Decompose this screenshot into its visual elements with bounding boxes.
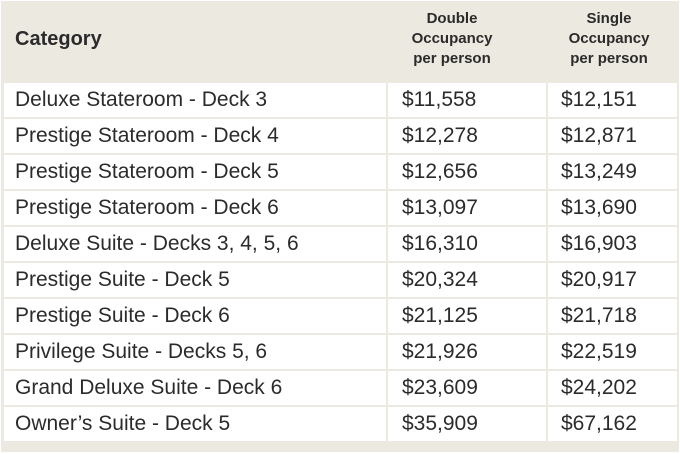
- table-row: [1, 335, 679, 369]
- table-row: [1, 263, 679, 297]
- row-double-price: $20,324: [388, 263, 546, 297]
- table-header-row: [1, 1, 679, 77]
- row-double-price: $23,609: [388, 371, 546, 405]
- row-double-price: $35,909: [388, 407, 546, 441]
- row-category: Prestige Stateroom - Deck 4: [4, 119, 386, 153]
- table-row: [1, 371, 679, 405]
- row-category: Deluxe Suite - Decks 3, 4, 5, 6: [4, 227, 386, 261]
- row-single-price: $12,151: [548, 83, 677, 117]
- table-row: [1, 155, 679, 189]
- table-row: [1, 407, 679, 441]
- row-category: Prestige Stateroom - Deck 5: [4, 155, 386, 189]
- row-double-price: $16,310: [388, 227, 546, 261]
- row-category: Prestige Suite - Deck 6: [4, 299, 386, 333]
- row-double-price: $21,125: [388, 299, 546, 333]
- row-category: Owner’s Suite - Deck 5: [4, 407, 386, 441]
- row-double-price: $21,926: [388, 335, 546, 369]
- row-single-price: $21,718: [548, 299, 677, 333]
- row-double-price: $12,656: [388, 155, 546, 189]
- row-single-price: $20,917: [548, 263, 677, 297]
- header-category: Category: [15, 27, 102, 50]
- table-row: [1, 119, 679, 153]
- table-row: [1, 299, 679, 333]
- row-single-price: $12,871: [548, 119, 677, 153]
- row-category: Privilege Suite - Decks 5, 6: [4, 335, 386, 369]
- row-double-price: $11,558: [388, 83, 546, 117]
- table-row: [1, 83, 679, 117]
- row-single-price: $13,249: [548, 155, 677, 189]
- row-single-price: $22,519: [548, 335, 677, 369]
- row-double-price: $13,097: [388, 191, 546, 225]
- row-single-price: $13,690: [548, 191, 677, 225]
- row-double-price: $12,278: [388, 119, 546, 153]
- row-category: Grand Deluxe Suite - Deck 6: [4, 371, 386, 405]
- table-row: [1, 227, 679, 261]
- row-single-price: $16,903: [548, 227, 677, 261]
- header-double-occupancy: Double Occupancy per person: [411, 10, 493, 67]
- header-single-occupancy: Single Occupancy per person: [568, 10, 650, 67]
- row-single-price: $67,162: [548, 407, 677, 441]
- row-category: Prestige Suite - Deck 5: [4, 263, 386, 297]
- row-category: Deluxe Stateroom - Deck 3: [4, 83, 386, 117]
- pricing-table: [1, 1, 679, 452]
- row-single-price: $24,202: [548, 371, 677, 405]
- row-category: Prestige Stateroom - Deck 6: [4, 191, 386, 225]
- table-row: [1, 191, 679, 225]
